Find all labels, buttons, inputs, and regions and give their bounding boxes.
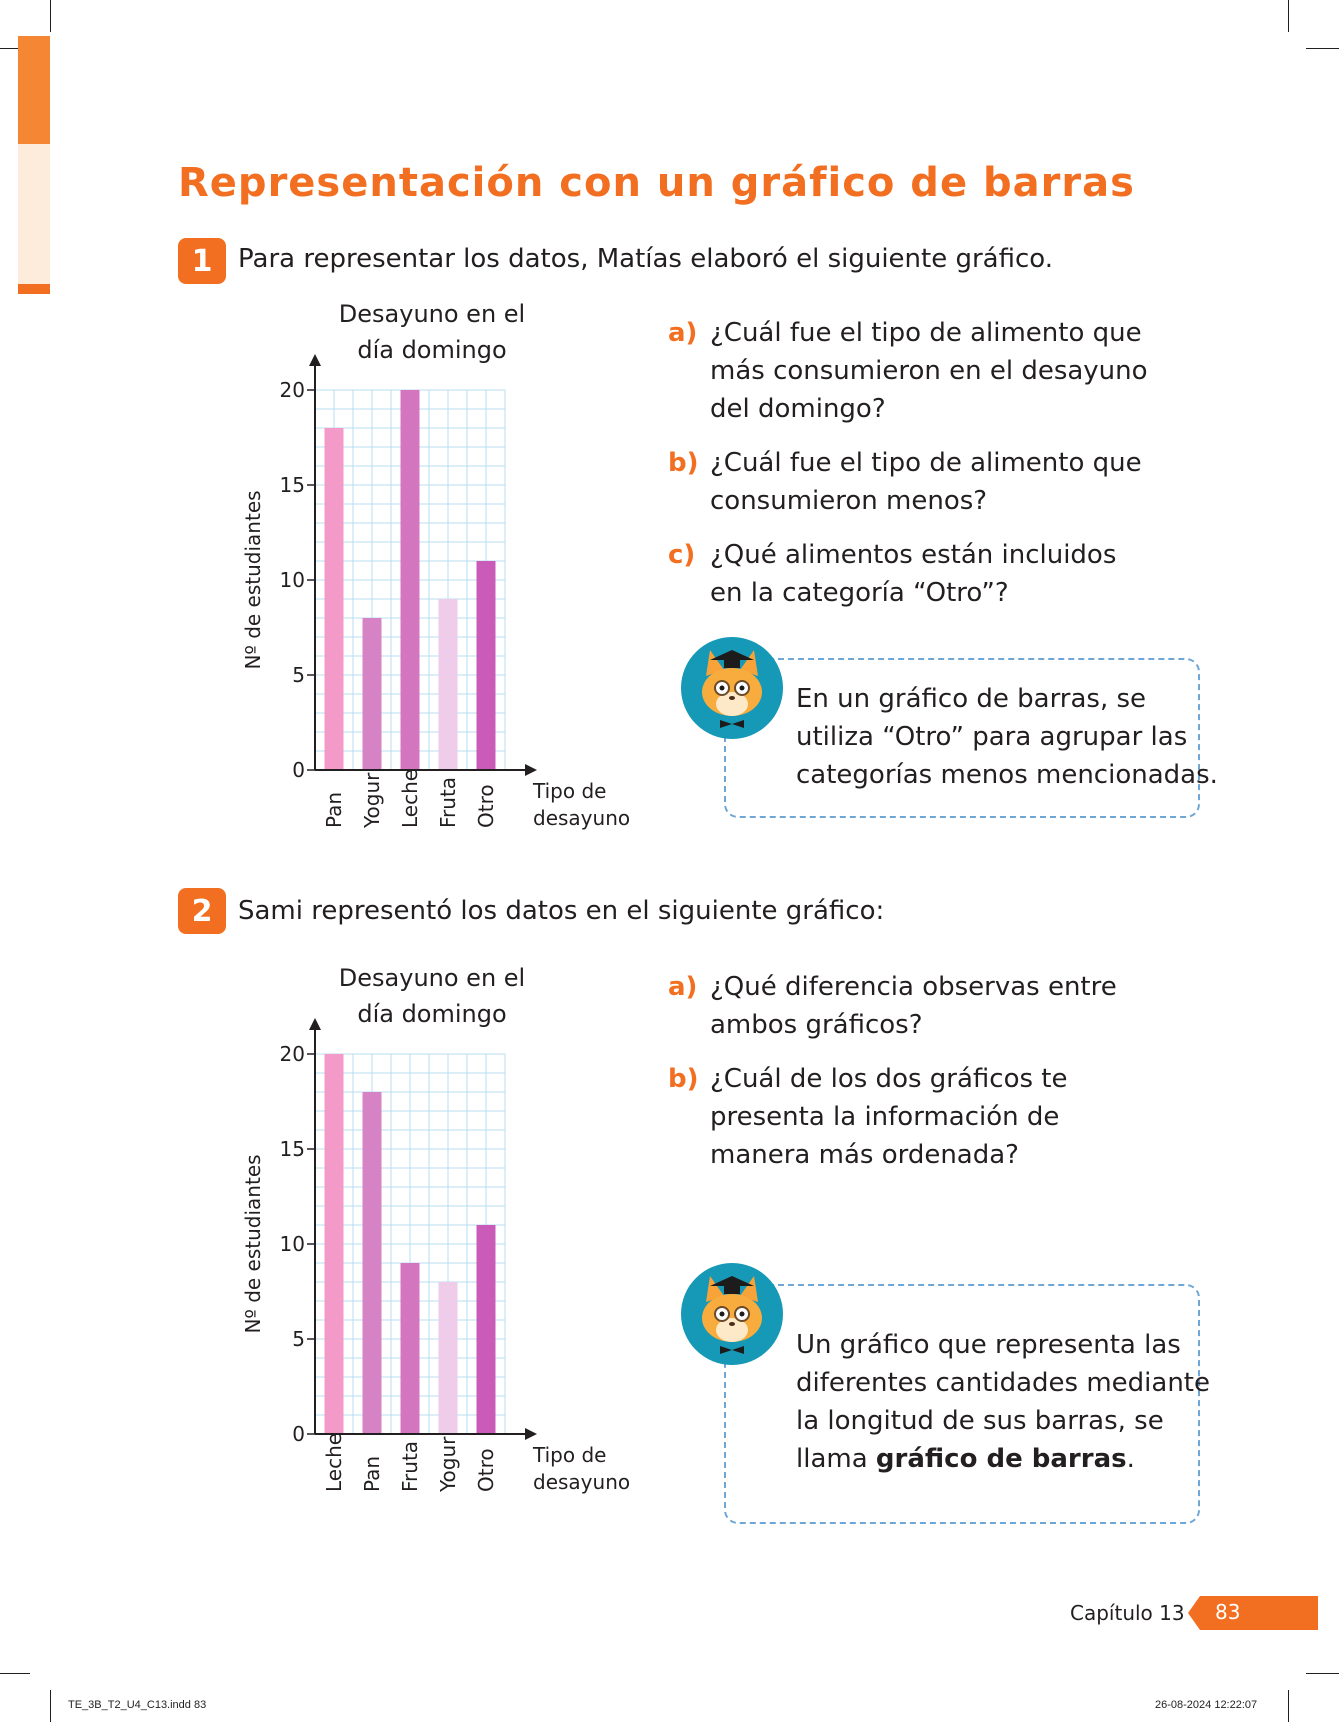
x-axis-label: Tipo de [533, 779, 607, 803]
question-line: ¿Cuál fue el tipo de alimento que [710, 448, 1142, 478]
question-line: más consumieron en el desayuno [710, 356, 1148, 386]
bar [363, 1092, 382, 1434]
section-statement: Para representar los datos, Matías elaboró el siguiente gráfico. [238, 244, 1054, 274]
crop-mark [1288, 0, 1289, 32]
question-letter: a) [668, 972, 698, 1002]
question-line: consumieron menos? [710, 486, 988, 516]
bar [363, 618, 382, 770]
x-tick-label: Pan [360, 1455, 384, 1492]
slug-right: 26-08-2024 12:22:07 [1155, 1699, 1258, 1711]
tip-line: utiliza “Otro” para agrupar las [796, 722, 1188, 752]
crop-mark [50, 1690, 51, 1722]
x-tick-label: Yogur [436, 1436, 460, 1492]
fox-mascot-icon [680, 1262, 784, 1366]
definition-text [796, 1326, 1210, 1478]
definition-line: diferentes cantidades mediante [796, 1368, 1210, 1398]
question-line: del domingo? [710, 394, 886, 424]
question-line: ¿Cuál de los dos gráficos te [710, 1064, 1068, 1094]
question-list [668, 314, 1170, 628]
tip-text [796, 680, 1218, 794]
definition-term: gráfico de barras [875, 1444, 1127, 1474]
bar [439, 599, 458, 770]
y-axis-arrow [309, 354, 321, 366]
page-number: 83 [1215, 1600, 1241, 1624]
definition-line: la longitud de sus barras, se [796, 1406, 1164, 1436]
question-line: ¿Qué diferencia observas entre [710, 972, 1117, 1002]
question-letter: a) [668, 318, 698, 348]
definition-prefix: llama [796, 1444, 876, 1474]
y-tick-label: 20 [279, 378, 305, 402]
bar [439, 1282, 458, 1434]
page-number-tab [1188, 1596, 1318, 1630]
question-letter: c) [668, 540, 696, 570]
question-line: en la categoría “Otro”? [710, 578, 1009, 608]
y-tick-label: 5 [292, 663, 305, 687]
question-item [668, 1060, 1170, 1174]
question-line: presenta la información de [710, 1102, 1060, 1132]
y-axis-label: Nº de estudiantes [241, 1154, 265, 1334]
side-tab [18, 36, 50, 144]
x-tick-label: Otro [474, 784, 498, 828]
y-tick-label: 0 [292, 1422, 305, 1446]
y-tick-label: 15 [279, 1137, 305, 1161]
x-tick-label: Leche [322, 1432, 346, 1492]
chart-title-line: Desayuno en el [338, 300, 526, 328]
x-axis-arrow [525, 764, 537, 776]
definition-suffix: . [1126, 1444, 1135, 1474]
bar [477, 1225, 496, 1434]
x-axis-arrow [525, 1428, 537, 1440]
definition-line: Un gráfico que representa las [796, 1330, 1181, 1360]
question-item [668, 444, 1170, 520]
bar [401, 390, 420, 770]
question-line: ¿Cuál fue el tipo de alimento que [710, 318, 1142, 348]
question-line: ambos gráficos? [710, 1010, 923, 1040]
chart-plot [230, 296, 650, 836]
y-tick-label: 20 [279, 1042, 305, 1066]
x-tick-label: Fruta [436, 776, 460, 828]
x-tick-label: Leche [398, 768, 422, 828]
chart-plot [230, 960, 650, 1500]
x-tick-label: Otro [474, 1448, 498, 1492]
question-letter: b) [668, 448, 699, 478]
question-item [668, 536, 1170, 612]
question-item [668, 968, 1170, 1044]
y-tick-label: 5 [292, 1327, 305, 1351]
question-line: manera más ordenada? [710, 1140, 1019, 1170]
question-line: ¿Qué alimentos están incluidos [710, 540, 1117, 570]
section-statement: Sami representó los datos en el siguiente gráfico: [238, 896, 885, 926]
crop-mark [0, 1673, 30, 1674]
question-letter: b) [668, 1064, 699, 1094]
chapter-label: Capítulo 13 [1070, 1601, 1185, 1625]
bar [401, 1263, 420, 1434]
section-number-badge: 1 [178, 238, 226, 284]
chart-title-line: día domingo [357, 1000, 507, 1028]
bar [325, 1054, 344, 1434]
x-tick-label: Fruta [398, 1440, 422, 1492]
chart-title-line: día domingo [357, 336, 507, 364]
slug-left: TE_3B_T2_U4_C13.indd 83 [68, 1699, 207, 1711]
crop-mark [1306, 48, 1339, 49]
bar-chart-2 [230, 960, 650, 1500]
tip-line: categorías menos mencionadas. [796, 760, 1218, 790]
page-title: Representación con un gráfico de barras [178, 160, 1135, 206]
side-tab-accent [18, 284, 50, 294]
side-tab-cream [18, 144, 50, 284]
bar-chart-1 [230, 296, 650, 836]
x-tick-label: Pan [322, 791, 346, 828]
fox-mascot-icon [680, 636, 784, 740]
bar [325, 428, 344, 770]
x-axis-label: Tipo de [533, 1443, 607, 1467]
x-tick-label: Yogur [360, 772, 384, 828]
question-item [668, 314, 1170, 428]
x-axis-label: desayuno [533, 1470, 631, 1494]
y-axis-arrow [309, 1018, 321, 1030]
question-list [668, 968, 1170, 1190]
crop-mark [1306, 1673, 1339, 1674]
bar [477, 561, 496, 770]
crop-mark [50, 0, 51, 32]
chart-title-line: Desayuno en el [338, 964, 526, 992]
y-tick-label: 15 [279, 473, 305, 497]
y-tick-label: 10 [279, 568, 305, 592]
x-axis-label: desayuno [533, 806, 631, 830]
section-number-badge: 2 [178, 888, 226, 934]
definition-line [796, 1440, 1210, 1478]
y-tick-label: 10 [279, 1232, 305, 1256]
tip-line: En un gráfico de barras, se [796, 684, 1147, 714]
y-tick-label: 0 [292, 758, 305, 782]
y-axis-label: Nº de estudiantes [241, 490, 265, 670]
crop-mark [1288, 1690, 1289, 1722]
